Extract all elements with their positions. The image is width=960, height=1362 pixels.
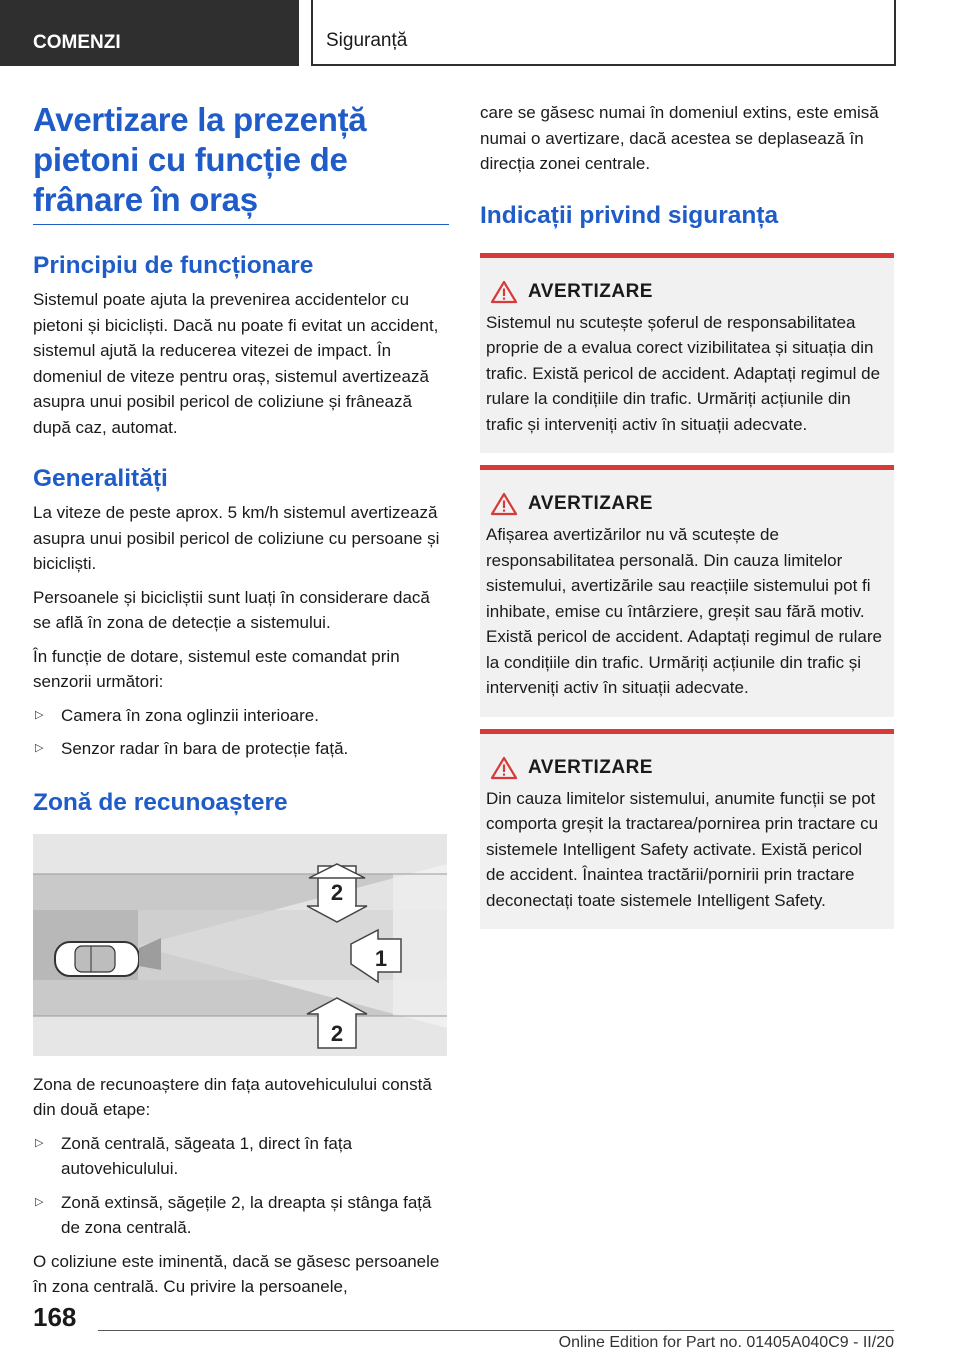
warning-triangle-icon xyxy=(490,756,518,780)
warning-text: Din cauza limitelor sistemului, anumite funcții se pot comporta greșit la tractarea/pornirea prin tractare cu sistemele Intelligent Safety activate. Există pericol de accident. Înaintea tractării/pornirii prin tractare deconectați toate sistemele Intelligent Safety. xyxy=(486,788,879,910)
warning-text: Sistemul nu scutește șoferul de responsabilitatea proprie de a evalua corect vizibilitatea și situația din trafic. Există pericol de accident. Adaptați regimul de rulare la condițiile din trafic. Urmăriți acțiunile din trafic și interveniți activ în situații adecvate. xyxy=(486,312,881,434)
warning-box xyxy=(480,465,894,717)
section-label: COMENZI xyxy=(33,32,121,53)
warning-title: AVERTIZARE xyxy=(486,280,884,304)
list-item: ▷ Senzor radar în bara de protecție față. xyxy=(33,736,449,762)
list-item: ▷ Camera în zona oglinzii interioare. xyxy=(33,703,449,729)
warning-text: Afișarea avertizărilor nu vă scutește de responsabilitatea personală. Din cauza limitelor sistemului, avertizările sau reacțiile sistemului pot fi inhibate, emise cu întârziere, greșit sau fără motiv. Există pericol de accident. Adaptați regimul de rulare la condițiile din trafic. Urmăriți acțiunile din trafic și interveniți activ în situații adecvate. xyxy=(486,525,882,697)
edition-text: Online Edition for Part no. 01405A040C9 - II/20 xyxy=(558,1334,894,1351)
principle-text: Sistemul poate ajuta la prevenirea accidentelor cu pietoni și bicicliști. Dacă nu poate fi evitat un accident, sistemul ajută la reducerea vitezei de impact. În domeniul de viteze pentru oraș, sistemul avertizează asupra unui posibil pericol de coliziune și frânează după caz, automat. xyxy=(33,290,439,437)
general-text-1: La viteze de peste aprox. 5 km/h sistemul avertizează asupra unui posibil pericol de coliziune cu persoane și bicicliști. xyxy=(33,503,440,573)
triangle-bullet-icon: ▷ xyxy=(35,708,44,721)
arrow-center-label: 1 xyxy=(374,945,388,971)
page-number: 168 xyxy=(33,1302,77,1332)
continued-text: care se găsesc numai în domeniul extins, este emisă numai o avertizare, dacă acestea se deplasează în direcția zonei centrale. xyxy=(480,103,879,173)
zone-heading: Zonă de recunoaștere xyxy=(33,788,288,816)
zone-text-1: Zona de recunoaștere din fața autovehiculului constă din două etape: xyxy=(33,1074,432,1119)
footer-rule xyxy=(98,1330,894,1331)
warning-box xyxy=(480,253,894,454)
list-item: ▷ Zonă extinsă, săgețile 2, la dreapta și stânga față de zona centrală. xyxy=(33,1190,449,1241)
list-item: ▷ Zonă centrală, săgeata 1, direct în fața autovehiculului. xyxy=(33,1131,449,1182)
page-title: Avertizare la prezență pietoni cu funcție de frânare în oraș xyxy=(33,101,367,218)
principle-heading: Principiu de funcționare xyxy=(33,252,314,279)
arrow-bottom-label: 2 xyxy=(330,1020,344,1046)
detection-zone-diagram xyxy=(33,834,447,1056)
warning-triangle-icon xyxy=(490,492,518,516)
zone-text-2: O coliziune este iminentă, dacă se găsesc persoanele în zona centrală. Cu privire la persoanele, xyxy=(33,1251,440,1296)
arrow-top-label: 2 xyxy=(330,879,344,905)
general-text-2: Persoanele și bicicliștii sunt luați în considerare dacă se află în zona de detecție a sistemului. xyxy=(33,587,430,632)
left-column xyxy=(33,100,449,1300)
triangle-bullet-icon: ▷ xyxy=(35,742,44,754)
title-rule xyxy=(33,224,449,225)
safety-heading: Indicații privind siguranța xyxy=(480,201,779,229)
right-column xyxy=(480,100,894,929)
warning-title: AVERTIZARE xyxy=(486,756,884,780)
warning-box xyxy=(480,729,894,930)
car-icon xyxy=(55,942,139,976)
general-heading: Generalități xyxy=(33,465,168,492)
chapter-tab[interactable] xyxy=(311,0,896,66)
general-text-3: În funcție de dotare, sistemul este comandat prin senzorii următori: xyxy=(33,646,400,691)
warning-title: AVERTIZARE xyxy=(486,492,884,516)
triangle-bullet-icon: ▷ xyxy=(35,1195,44,1208)
chapter-label: Siguranță xyxy=(326,30,408,51)
detection-zone-figure xyxy=(33,834,447,1056)
warning-triangle-icon xyxy=(490,280,518,304)
section-tab[interactable] xyxy=(0,0,299,66)
triangle-bullet-icon: ▷ xyxy=(35,1136,44,1149)
